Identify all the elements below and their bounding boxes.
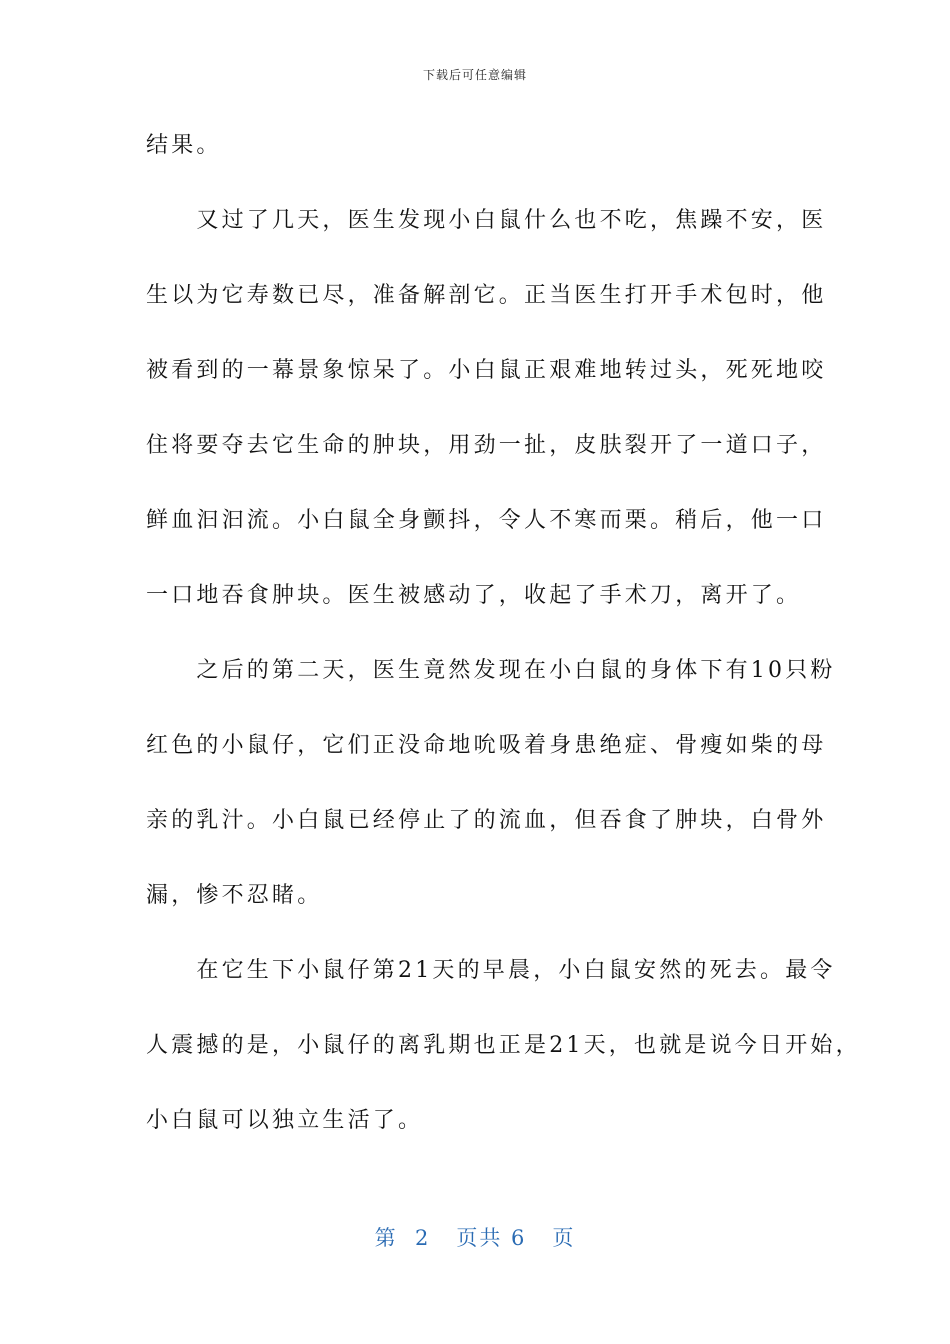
text-line: 亲的乳汁。小白鼠已经停止了的流血，但吞食了肿块，白骨外: [146, 808, 827, 833]
text-line: 又过了几天，医生发现小白鼠什么也不吃，焦躁不安，医: [146, 208, 827, 233]
text-line: 住将要夺去它生命的肿块，用劲一扯，皮肤裂开了一道口子，: [146, 433, 827, 458]
text-line: 一口地吞食肿块。医生被感动了，收起了手术刀，离开了。: [146, 583, 802, 608]
text-line: 在它生下小鼠仔第21天的早晨，小白鼠安然的死去。最令: [146, 958, 836, 983]
text-line: 结果。: [146, 133, 222, 158]
page-header: 下载后可任意编辑: [422, 68, 527, 82]
text-line: 鲜血汩汩流。小白鼠全身颤抖，令人不寒而栗。稍后，他一口: [146, 508, 827, 533]
text-line: 之后的第二天，医生竟然发现在小白鼠的身体下有10只粉: [146, 658, 836, 683]
text-line: 漏，惨不忍睹。: [146, 883, 323, 908]
page-number-footer: 第 2 页共 6 页: [374, 1226, 576, 1250]
text-line: 小白鼠可以独立生活了。: [146, 1108, 424, 1133]
text-line: 被看到的一幕景象惊呆了。小白鼠正艰难地转过头，死死地咬: [146, 358, 827, 383]
text-line: 生以为它寿数已尽，准备解剖它。正当医生打开手术包时，他: [146, 283, 827, 308]
document-body: [146, 116, 861, 1166]
text-line: 人震撼的是，小鼠仔的离乳期也正是21天，也就是说今日开始，: [146, 1033, 861, 1058]
text-line: 红色的小鼠仔，它们正没命地吮吸着身患绝症、骨瘦如柴的母: [146, 733, 827, 758]
